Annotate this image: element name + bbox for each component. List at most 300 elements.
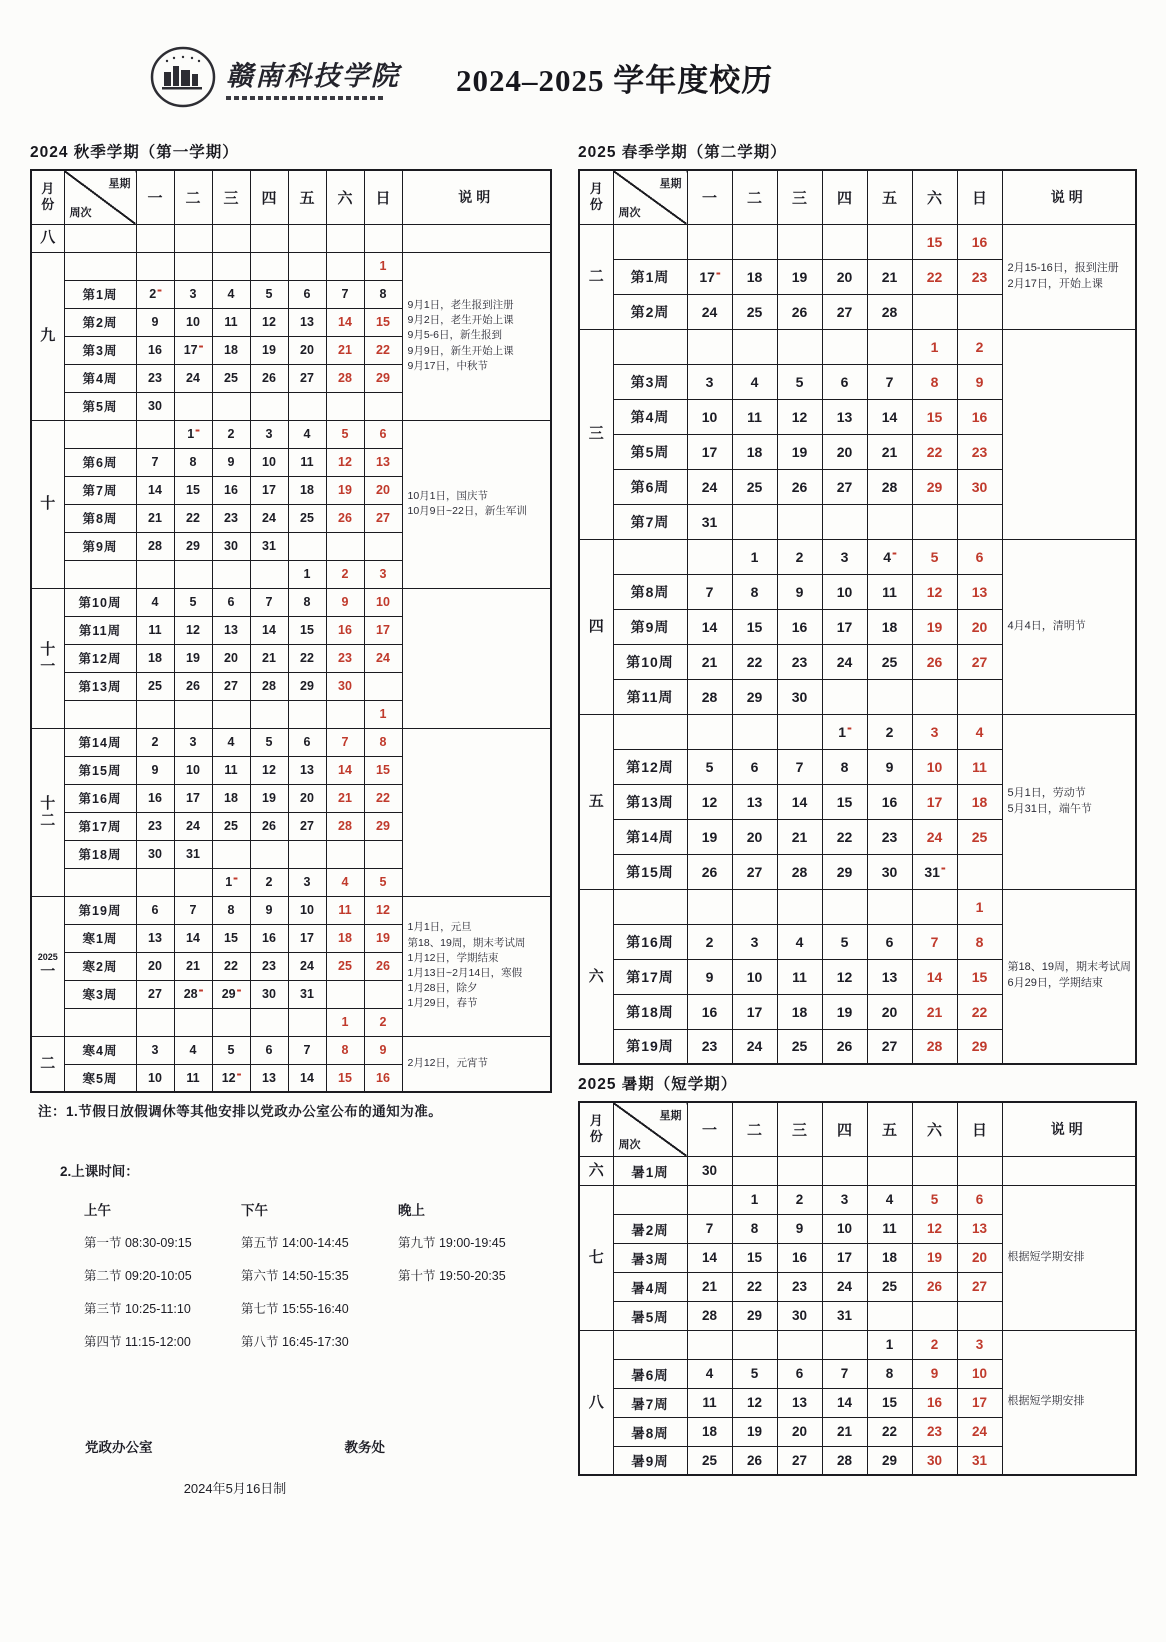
day-number: 26 [186,679,200,693]
day-number: 1 [975,898,984,915]
day-number: 23 [791,653,808,670]
day-cell [326,532,364,560]
week-cell: 暑9周 [613,1446,687,1475]
day-number: 21 [926,1003,943,1020]
day-cell [136,560,174,588]
day-cell [288,1008,326,1036]
day-number: 7 [705,1221,714,1236]
month-cell-line: 四 [588,617,604,635]
fall-semester-section [30,140,550,1093]
day-number: 27 [300,371,314,385]
day-number: 20 [791,1424,808,1439]
remark-line: 10月1日，国庆节 [407,489,489,502]
day-number: 8 [840,758,849,775]
day-cell [732,469,777,504]
day-number: 16 [262,931,276,945]
day-cell [957,539,1002,574]
day-cell [912,959,957,994]
day-cell [136,980,174,1008]
day-cell [212,476,250,504]
day-number: 14 [701,1250,718,1265]
day-cell [364,532,402,560]
day-number: 14 [338,315,352,329]
day-cell [174,980,212,1008]
day-cell [777,1417,822,1446]
month-cell [31,896,64,1036]
holiday-mark: ▪▪ [195,426,199,436]
day-number: 8 [227,903,235,917]
day-cell [732,434,777,469]
day-number: 9 [341,595,349,609]
day-number: 29 [971,1038,988,1055]
day-cell [687,1359,732,1388]
remark-line: 根据短学期安排 [1007,1250,1085,1263]
day-number: 12 [262,315,276,329]
day-number: 16 [148,791,162,805]
day-cell [777,714,822,749]
day-number: 17 [183,343,198,358]
day-cell [364,896,402,924]
day-number: 8 [750,583,759,600]
day-number: 29 [881,1452,898,1468]
schedule-column-header: 下午 [241,1203,268,1218]
day-cell [867,1301,912,1330]
day-number: 26 [262,371,276,385]
day-number: 26 [701,863,718,880]
day-cell [250,560,288,588]
week-cell [64,1008,136,1036]
day-number: 15 [224,931,238,945]
day-cell [326,756,364,784]
week-cell: 第8周 [64,504,136,532]
day-cell [777,644,822,679]
day-cell [912,1388,957,1417]
day-number: 9 [151,315,159,329]
day-cell [867,1388,912,1417]
day-number: 12 [926,583,943,600]
day-cell [136,336,174,364]
month-cell-line: 一 [40,962,56,980]
day-cell [957,679,1002,714]
summer-term-table-host [578,1101,1136,1476]
weekday-header: 二 [732,170,777,224]
day-number: 18 [746,268,763,285]
day-number: 23 [148,371,162,385]
remark-cell [402,224,551,252]
day-cell [326,840,364,868]
calendar-row [579,889,1136,924]
day-cell [732,819,777,854]
day-number: 2 [151,735,159,749]
day-cell [732,504,777,539]
remark-cell [402,420,551,588]
day-cell [250,644,288,672]
day-number: 6 [975,548,984,565]
day-cell [867,1330,912,1359]
day-cell [288,588,326,616]
day-cell [250,672,288,700]
week-cell: 暑8周 [613,1417,687,1446]
day-cell [326,868,364,896]
day-number: 8 [379,735,387,749]
footer [85,1436,385,1497]
week-axis-label: 周次 [618,1138,641,1151]
day-cell [867,819,912,854]
day-cell [867,1417,912,1446]
day-number: 4 [303,427,311,441]
calendar-header-row [579,1102,1136,1156]
weekday-header: 五 [867,170,912,224]
day-number: 9 [227,455,235,469]
weekday-header: 五 [867,1102,912,1156]
day-number: 17 [699,268,715,285]
day-number: 27 [300,819,314,833]
day-cell [136,448,174,476]
day-cell [250,980,288,1008]
day-cell [867,1156,912,1185]
day-cell [288,532,326,560]
weekday-header: 三 [212,170,250,224]
day-cell [912,749,957,784]
weekday-axis-label: 星期 [659,178,682,190]
day-number: 15 [376,315,390,329]
day-cell [867,714,912,749]
day-number: 9 [930,1366,939,1381]
day-cell [288,784,326,812]
day-cell [867,574,912,609]
holiday-mark: ▪▪ [236,1070,241,1080]
day-cell [250,728,288,756]
day-number: 25 [791,1038,808,1055]
day-number: 18 [791,1003,808,1020]
day-cell [867,994,912,1029]
day-cell [174,364,212,392]
day-number: 22 [186,511,200,525]
remark-line: 第18、19周，期末考试周 [1007,961,1131,974]
day-number: 16 [376,1070,390,1085]
day-cell [212,1008,250,1036]
week-cell: 暑6周 [613,1359,687,1388]
day-number: 10 [701,408,718,425]
day-cell [288,308,326,336]
day-number: 10 [746,968,763,985]
day-number: 21 [881,443,898,460]
day-cell [822,1301,867,1330]
week-cell: 第1周 [64,280,136,308]
day-cell [212,812,250,840]
day-number: 19 [262,343,276,357]
day-cell [174,308,212,336]
day-cell [867,644,912,679]
fall-semester-table-host [30,169,550,1093]
day-cell [326,364,364,392]
day-number: 28 [183,987,198,1002]
week-cell: 寒3周 [64,980,136,1008]
day-number: 25 [148,679,162,693]
day-number: 22 [881,1424,898,1439]
day-cell [326,588,364,616]
schedule-item: 第六节 14:50-15:35 [241,1269,349,1283]
day-number: 13 [881,968,898,985]
day-cell [687,1243,732,1272]
day-number: 28 [836,1452,853,1468]
week-cell: 第17周 [613,959,687,994]
day-cell [777,399,822,434]
day-number: 1 [379,707,387,721]
spring-semester-title: 2025 春季学期（第二学期） [578,144,787,161]
day-number: 26 [926,1279,943,1294]
day-cell [957,749,1002,784]
day-cell [326,280,364,308]
week-cell: 第6周 [64,448,136,476]
day-number: 27 [971,653,988,670]
day-number: 10 [186,763,200,777]
day-number: 28 [338,371,352,385]
day-number: 4 [750,373,759,390]
day-number: 4 [189,1043,197,1057]
day-number: 2 [227,427,235,441]
day-cell [822,1243,867,1272]
day-cell [777,679,822,714]
day-cell [777,784,822,819]
day-cell [777,854,822,889]
page-title: 2024–2025 学年度校历 [456,62,774,98]
day-number: 2 [795,548,804,565]
day-cell [136,1008,174,1036]
week-cell: 第14周 [613,819,687,854]
day-number: 18 [971,793,988,810]
day-number: 3 [379,567,387,581]
day-cell [867,329,912,364]
day-cell [364,1036,402,1064]
day-cell [912,854,957,889]
day-cell [912,1156,957,1185]
day-cell [136,224,174,252]
day-cell [250,840,288,868]
weekday-header: 日 [364,170,402,224]
day-number: 31 [971,1452,988,1468]
day-cell [136,700,174,728]
day-cell [364,812,402,840]
day-cell [957,1156,1002,1185]
day-number: 16 [224,483,238,497]
day-cell [777,1359,822,1388]
day-number: 1 [750,1192,759,1207]
day-cell [957,1330,1002,1359]
day-number: 5 [341,427,349,441]
day-cell [250,784,288,812]
day-number: 26 [791,303,808,320]
day-number: 20 [300,343,314,357]
month-col-header-line: 月 [41,181,55,196]
day-number: 21 [791,828,808,845]
day-cell [364,728,402,756]
day-cell [174,504,212,532]
day-number: 27 [224,679,238,693]
calendar-row [31,420,551,448]
day-cell [136,672,174,700]
day-cell [777,1301,822,1330]
day-number: 27 [148,987,162,1001]
week-cell: 第2周 [613,294,687,329]
day-cell [326,1036,364,1064]
day-number: 15 [926,408,943,425]
day-number: 10 [300,903,314,917]
day-cell [867,1272,912,1301]
day-number: 3 [705,373,714,390]
day-number: 28 [881,478,898,495]
day-number: 20 [746,828,763,845]
day-number: 23 [148,819,162,833]
day-number: 5 [265,735,273,749]
day-cell [288,672,326,700]
day-cell [288,476,326,504]
day-cell [957,469,1002,504]
day-number: 17 [262,483,276,497]
day-number: 13 [746,793,763,810]
day-number: 4 [885,1192,894,1207]
day-cell [212,840,250,868]
day-cell [288,392,326,420]
day-cell [364,392,402,420]
week-cell [64,868,136,896]
day-cell [822,224,867,259]
day-number: 19 [791,443,808,460]
day-number: 30 [791,688,808,705]
week-cell: 第9周 [64,532,136,560]
day-cell [687,1330,732,1359]
day-cell [957,609,1002,644]
day-cell [732,1417,777,1446]
day-cell [288,952,326,980]
day-cell [957,959,1002,994]
day-number: 22 [300,651,314,665]
day-number: 1 [838,723,847,740]
day-cell [912,539,957,574]
remark-line: 9月5-6日，新生报到 [407,329,503,342]
day-cell [777,1156,822,1185]
day-cell [867,959,912,994]
day-cell [867,364,912,399]
day-cell [326,224,364,252]
schedule-item: 第三节 10:25-11:10 [84,1302,191,1316]
day-cell [732,1214,777,1243]
day-cell [822,924,867,959]
calendar-row [31,252,551,280]
day-cell [867,259,912,294]
day-number: 7 [341,287,349,301]
day-number: 3 [265,427,273,441]
day-cell [250,868,288,896]
day-cell [957,644,1002,679]
calendar-row [31,224,551,252]
day-cell [777,1272,822,1301]
day-number: 13 [300,315,314,329]
remark-cell [402,588,551,728]
day-cell [288,280,326,308]
day-cell [212,392,250,420]
day-number: 27 [376,511,390,525]
day-cell [957,1185,1002,1214]
schedule-column-header: 晚上 [398,1203,425,1218]
month-cell [579,539,613,714]
day-cell [957,1417,1002,1446]
weekday-header: 四 [822,1102,867,1156]
month-col-header-line: 份 [41,197,55,213]
day-number: 29 [376,371,390,385]
day-number: 12 [376,903,390,917]
calendar-row [31,728,551,756]
week-cell: 第13周 [64,672,136,700]
day-number: 11 [792,968,807,985]
day-number: 2 [705,933,714,950]
day-cell [732,959,777,994]
day-cell [957,1359,1002,1388]
day-cell [732,224,777,259]
day-number: 5 [705,758,714,775]
day-cell [822,1388,867,1417]
day-number: 9 [975,373,984,390]
day-number: 18 [224,791,238,805]
day-cell [687,539,732,574]
day-number: 12 [791,408,808,425]
day-number: 5 [227,1043,235,1057]
day-number: 18 [300,483,314,497]
day-cell [732,399,777,434]
day-cell [822,504,867,539]
notes-section [38,1100,568,1359]
day-cell [912,1029,957,1064]
day-cell [822,399,867,434]
week-cell: 第2周 [64,308,136,336]
day-number: 20 [836,443,853,460]
day-cell [288,868,326,896]
day-number: 23 [971,268,988,285]
week-cell: 第10周 [613,644,687,679]
day-number: 11 [300,455,314,469]
day-cell [288,728,326,756]
day-cell [732,854,777,889]
day-cell [912,924,957,959]
day-cell [364,1008,402,1036]
day-cell [364,336,402,364]
weekday-axis-label: 星期 [659,1110,682,1122]
day-cell [174,616,212,644]
day-cell [912,434,957,469]
weekday-header: 三 [777,170,822,224]
day-cell [822,1446,867,1475]
day-cell [288,336,326,364]
week-cell: 第10周 [64,588,136,616]
day-number: 4 [227,287,235,301]
day-cell [136,280,174,308]
day-number: 4 [975,723,984,740]
day-cell [288,644,326,672]
day-cell [867,224,912,259]
day-cell [687,294,732,329]
schedule-item: 第五节 14:00-14:45 [241,1236,349,1250]
week-cell: 寒5周 [64,1064,136,1092]
weekday-axis-label: 星期 [108,178,131,190]
day-number: 28 [262,679,276,693]
spring-semester-table-host [578,169,1136,1065]
day-number: 4 [227,735,235,749]
day-number: 22 [971,1003,988,1020]
holiday-mark: ▪▪ [198,342,203,352]
day-number: 24 [971,1424,988,1439]
week-cell: 第19周 [613,1029,687,1064]
day-number: 17 [836,1250,853,1265]
